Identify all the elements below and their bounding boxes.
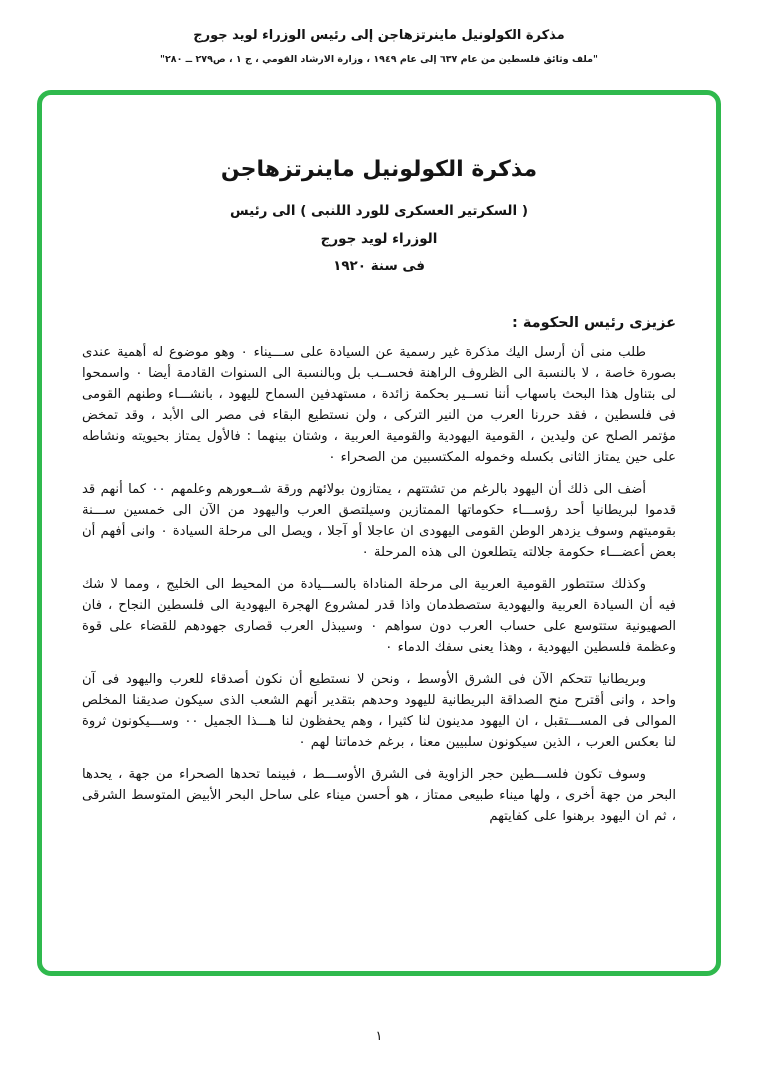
salutation: عزيزى رئيس الحكومة : (512, 315, 676, 332)
paragraph: وسوف تكون فلســـطين حجر الزاوية فى الشرق الأوســـط ، فبينما تحدها الصحراء من جهة ، يحدها البحر من جهة أخرى ، ولها ميناء طبيعى ممتاز ، هو أحسن ميناء على ساحل البحر الأبيض المتوسط الشرقى ، ثم ان اليهود برهنوا على كفايتهم (82, 767, 676, 825)
subtitle-line-2: الوزراء لويد جورج (320, 230, 438, 247)
page-header (0, 0, 758, 65)
running-header-title: مذكرة الكولونيل ماينرتزهاجن إلى رئيس الوزراء لويد جورج (193, 28, 565, 43)
subtitle-line-1: ( السكرتير العسكرى للورد اللنبى ) الى رئيس (230, 203, 528, 219)
page-number: ١ (375, 1029, 383, 1044)
paragraph: أضف الى ذلك أن اليهود بالرغم من تشتتهم ، يمتازون بولائهم ورقة شــعورهم وعلمهم ٠٠ كما أنهم قد قدموا لبريطانيا أحد رؤســـاء حكوماتها الممتازين وسيلتصق العرب واليهود من الآن الى خمسين ســـنة بقوميتهم وسوف يزدهر الوطن القومى اليهودى ان عاجلا أو آجلا ، ويصل الى مرحلة السيادة ٠ وانى أفهم أن بعض أعضـــاء حكومة جلالته يتطلعون الى هذه المرحلة ٠ (82, 482, 676, 561)
document-body (82, 342, 676, 827)
green-border-frame (37, 90, 721, 976)
document-title: مذكرة الكولونيل ماينرتزهاجن (220, 157, 538, 182)
document-subtitle (82, 198, 676, 281)
subtitle-line-3: فى سنة ١٩٢٠ (333, 258, 425, 275)
paragraph: طلب منى أن أرسل اليك مذكرة غير رسمية عن السيادة على ســـيناء ٠ وهو موضوع له أهمية عندى بصورة خاصة ، لا بالنسبة الى الظروف الراهنة فحســب بل وبالنسبة الى السنوات القادمة أيضا ٠ واسمحوا لى بتناول هذا البحث باسهاب أننا نســير بحكمة زائدة ، مستهدفين السماح لليهود ، بانشـــاء وطنهم القومى فى فلسطين ، فقد حررنا العرب من النير التركى ، ولن نستطيع البقاء فى مصر الى الأبد ، وقد تمخض مؤتمر الصلح عن وليدين ، القومية اليهودية والقومية العربية ، وشتان بينهما : فالأول يمتاز بحيويته ونشاطه على حين يمتاز الثانى بكسله وخموله المكتسبين من الصحراء ٠ (82, 345, 676, 466)
paragraph: وكذلك ستتطور القومية العربية الى مرحلة المناداة بالســـيادة من المحيط الى الخليج ، ومما لا شك فيه أن السيادة العربية واليهودية ستصطدمان واذا قدر لمشروع الهجرة اليهودية الى فلسطين النجاح ، فان الصهيونية ستتوسع على حساب العرب دون سواهم ٠ وسيبذل العرب قصارى جهودهم للقضاء على قوة وعظمة فلسطين اليهودية ، وهذا يعنى سفك الدماء ٠ (82, 577, 676, 656)
paragraph: وبريطانيا تتحكم الآن فى الشرق الأوسط ، ونحن لا نستطيع أن نكون أصدقاء للعرب واليهود فى آن واحد ، وانى أقترح منح الصداقة البريطانية لليهود وحدهم بتقدير أنهم الشعب الذى سيكون صديقنا المخلص الموالى فى المســـتقبل ، ان اليهود مدينون لنا كثيرا ، وهم يحفظون لنا هـــذا الجميل ٠٠ وســـيكونون ثروة لنا بعكس العرب ، الذين سيكونون سلبيين معنا ، برغم خدماتنا لهم ٠ (82, 672, 677, 751)
source-citation: "ملف وثائق فلسطين من عام ٦٣٧ إلى عام ١٩٤٩ ، وزارة الارشاد القومي ، ج ١ ، ص٢٧٩ ــ ٢٨٠" (160, 54, 598, 65)
